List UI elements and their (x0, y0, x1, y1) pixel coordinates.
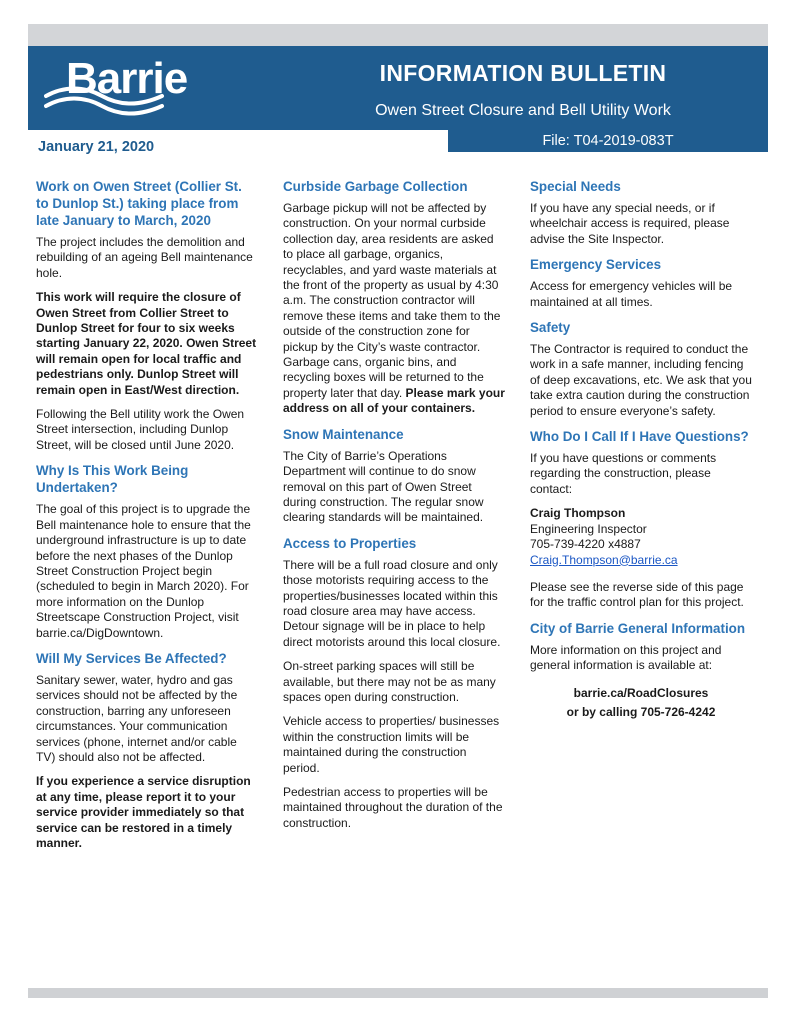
bulletin-date: January 21, 2020 (38, 139, 155, 155)
barrie-logo-text: Barrie (66, 54, 188, 103)
paragraph-service-disruption: If you experience a service disruption at any time, please report it to your service provider immediately so that service can be restored in a timely manner. (36, 774, 251, 850)
road-closures-website: barrie.ca/RoadClosures (573, 685, 709, 700)
page-title: INFORMATION BULLETIN (379, 60, 667, 86)
contact-block (530, 506, 752, 568)
city-phone-line: or by calling 705-726-4242 (566, 704, 716, 719)
paragraph-pedestrian-access: Pedestrian access to properties will be maintained throughout the duration of the construction. (283, 785, 503, 830)
section-heading-special-needs: Special Needs (530, 179, 621, 194)
paragraph-services: Sanitary sewer, water, hydro and gas services should not be affected by the construction, barring any unforeseen circumstances. Your communication services (phone, internet and/or cable TV) should also not be affected. (36, 672, 238, 764)
header-gray-band (28, 24, 768, 46)
paragraph-emergency: Access for emergency vehicles will be maintained at all times. (530, 279, 733, 309)
paragraph-more-information: More information on this project and general information is available at: (530, 642, 722, 673)
section-heading-snow-maintenance: Snow Maintenance (283, 426, 404, 442)
garbage-bold-note: Please mark your address on all of your containers. (283, 385, 505, 416)
section-heading-emergency-services: Emergency Services (530, 257, 662, 273)
contact-email-link[interactable]: Craig.Thompson@barrie.ca (530, 552, 678, 567)
paragraph-questions: If you have questions or comments regarding the construction, please contact: (530, 451, 717, 496)
paragraph-following-bell-work: Following the Bell utility work the Owen Street intersection, including Dunlop Street, will be closed until June 2020. (36, 407, 245, 452)
paragraph-project-includes: The project includes the demolition and rebuilding of an ageing Bell maintenance hole. (36, 235, 253, 280)
paragraph-parking: On-street parking spaces will still be available, but there may not be as many spaces open during construction. (283, 659, 496, 704)
section-heading-safety: Safety (530, 320, 571, 336)
section-heading-why-undertaken: Why Is This Work Being Undertaken? (36, 463, 189, 496)
footer-bar (28, 988, 768, 998)
paragraph-project-goal: The goal of this project is to upgrade the Bell maintenance hole to ensure that the underground infrastructure is up to date before the next phases of the Dunlop Street Construction Project begin (scheduled to begin in March 2020). For more information on the Dunlop Streetscape Construction Project, visit barrie.ca/DigDowntown. (36, 502, 251, 640)
contact-phone: 705-739-4220 x4887 (530, 537, 641, 552)
paragraph-safety: The Contractor is required to conduct the work in a safe manner, including fencing of deep excavations, etc. We ask that you take extra caution during the construction period to ensure everyone’s safety. (530, 342, 752, 418)
paragraph-reverse-side: Please see the reverse side of this page for the traffic control plan for this project. (530, 579, 744, 610)
section-heading-general-information: City of Barrie General Information (530, 620, 746, 636)
paragraph-garbage (283, 201, 505, 417)
column-right (530, 178, 752, 724)
paragraph-closure-details: This work will require the closure of Owen Street from Collier Street to Dunlop Street for four to six weeks starting January 22, 2020. Owen Street will remain open for local traffic and pedestrians only. Dunlop Street will remain open in East/West direction. (36, 290, 257, 397)
column-left (36, 178, 258, 860)
contact-name: Craig Thompson (530, 506, 626, 521)
page-subtitle: Owen Street Closure and Bell Utility Work (375, 102, 671, 119)
section-heading-services-affected: Will My Services Be Affected? (36, 650, 227, 666)
paragraph-vehicle-access: Vehicle access to properties/ businesses within the construction limits will be maintained during the construction period. (283, 714, 500, 775)
file-number: File: T04-2019-083T (542, 133, 674, 149)
section-heading-work-on-owen-street: Work on Owen Street (Collier St. to Dunlop St.) taking place from late January to March, 2020 (36, 179, 242, 228)
section-heading-who-do-i-call: Who Do I Call If I Have Questions? (530, 429, 749, 445)
garbage-text: Garbage pickup will not be affected by construction. On your normal curbside collection day, area residents are asked to place all garbage, organics, recyclables, and yard waste materials at the front of the property as usual by 4:30 a.m. The construction contractor will remove these items and take them to the outside of the construction zone for pickup by the City’s waste contractor. Garbage cans, organic bins, and recycling boxes will be returned to the property later that day. (283, 201, 501, 400)
paragraph-special-needs: If you have any special needs, or if wheelchair access is required, please advise the Site Inspector. (530, 201, 730, 246)
contact-title: Engineering Inspector (530, 521, 647, 536)
section-heading-garbage-collection: Curbside Garbage Collection (283, 179, 468, 194)
paragraph-road-closure: There will be a full road closure and only those motorists requiring access to the properties/businesses located within this road closure area may have access. Detour signage will be in place to help direct motorists around this local closure. (283, 557, 501, 649)
column-middle (283, 178, 505, 840)
section-heading-access-to-properties: Access to Properties (283, 535, 417, 551)
paragraph-snow: The City of Barrie’s Operations Department will continue to do snow removal on this part of Owen Street during construction. The regular snow clearing standards will be maintained. (283, 448, 484, 525)
